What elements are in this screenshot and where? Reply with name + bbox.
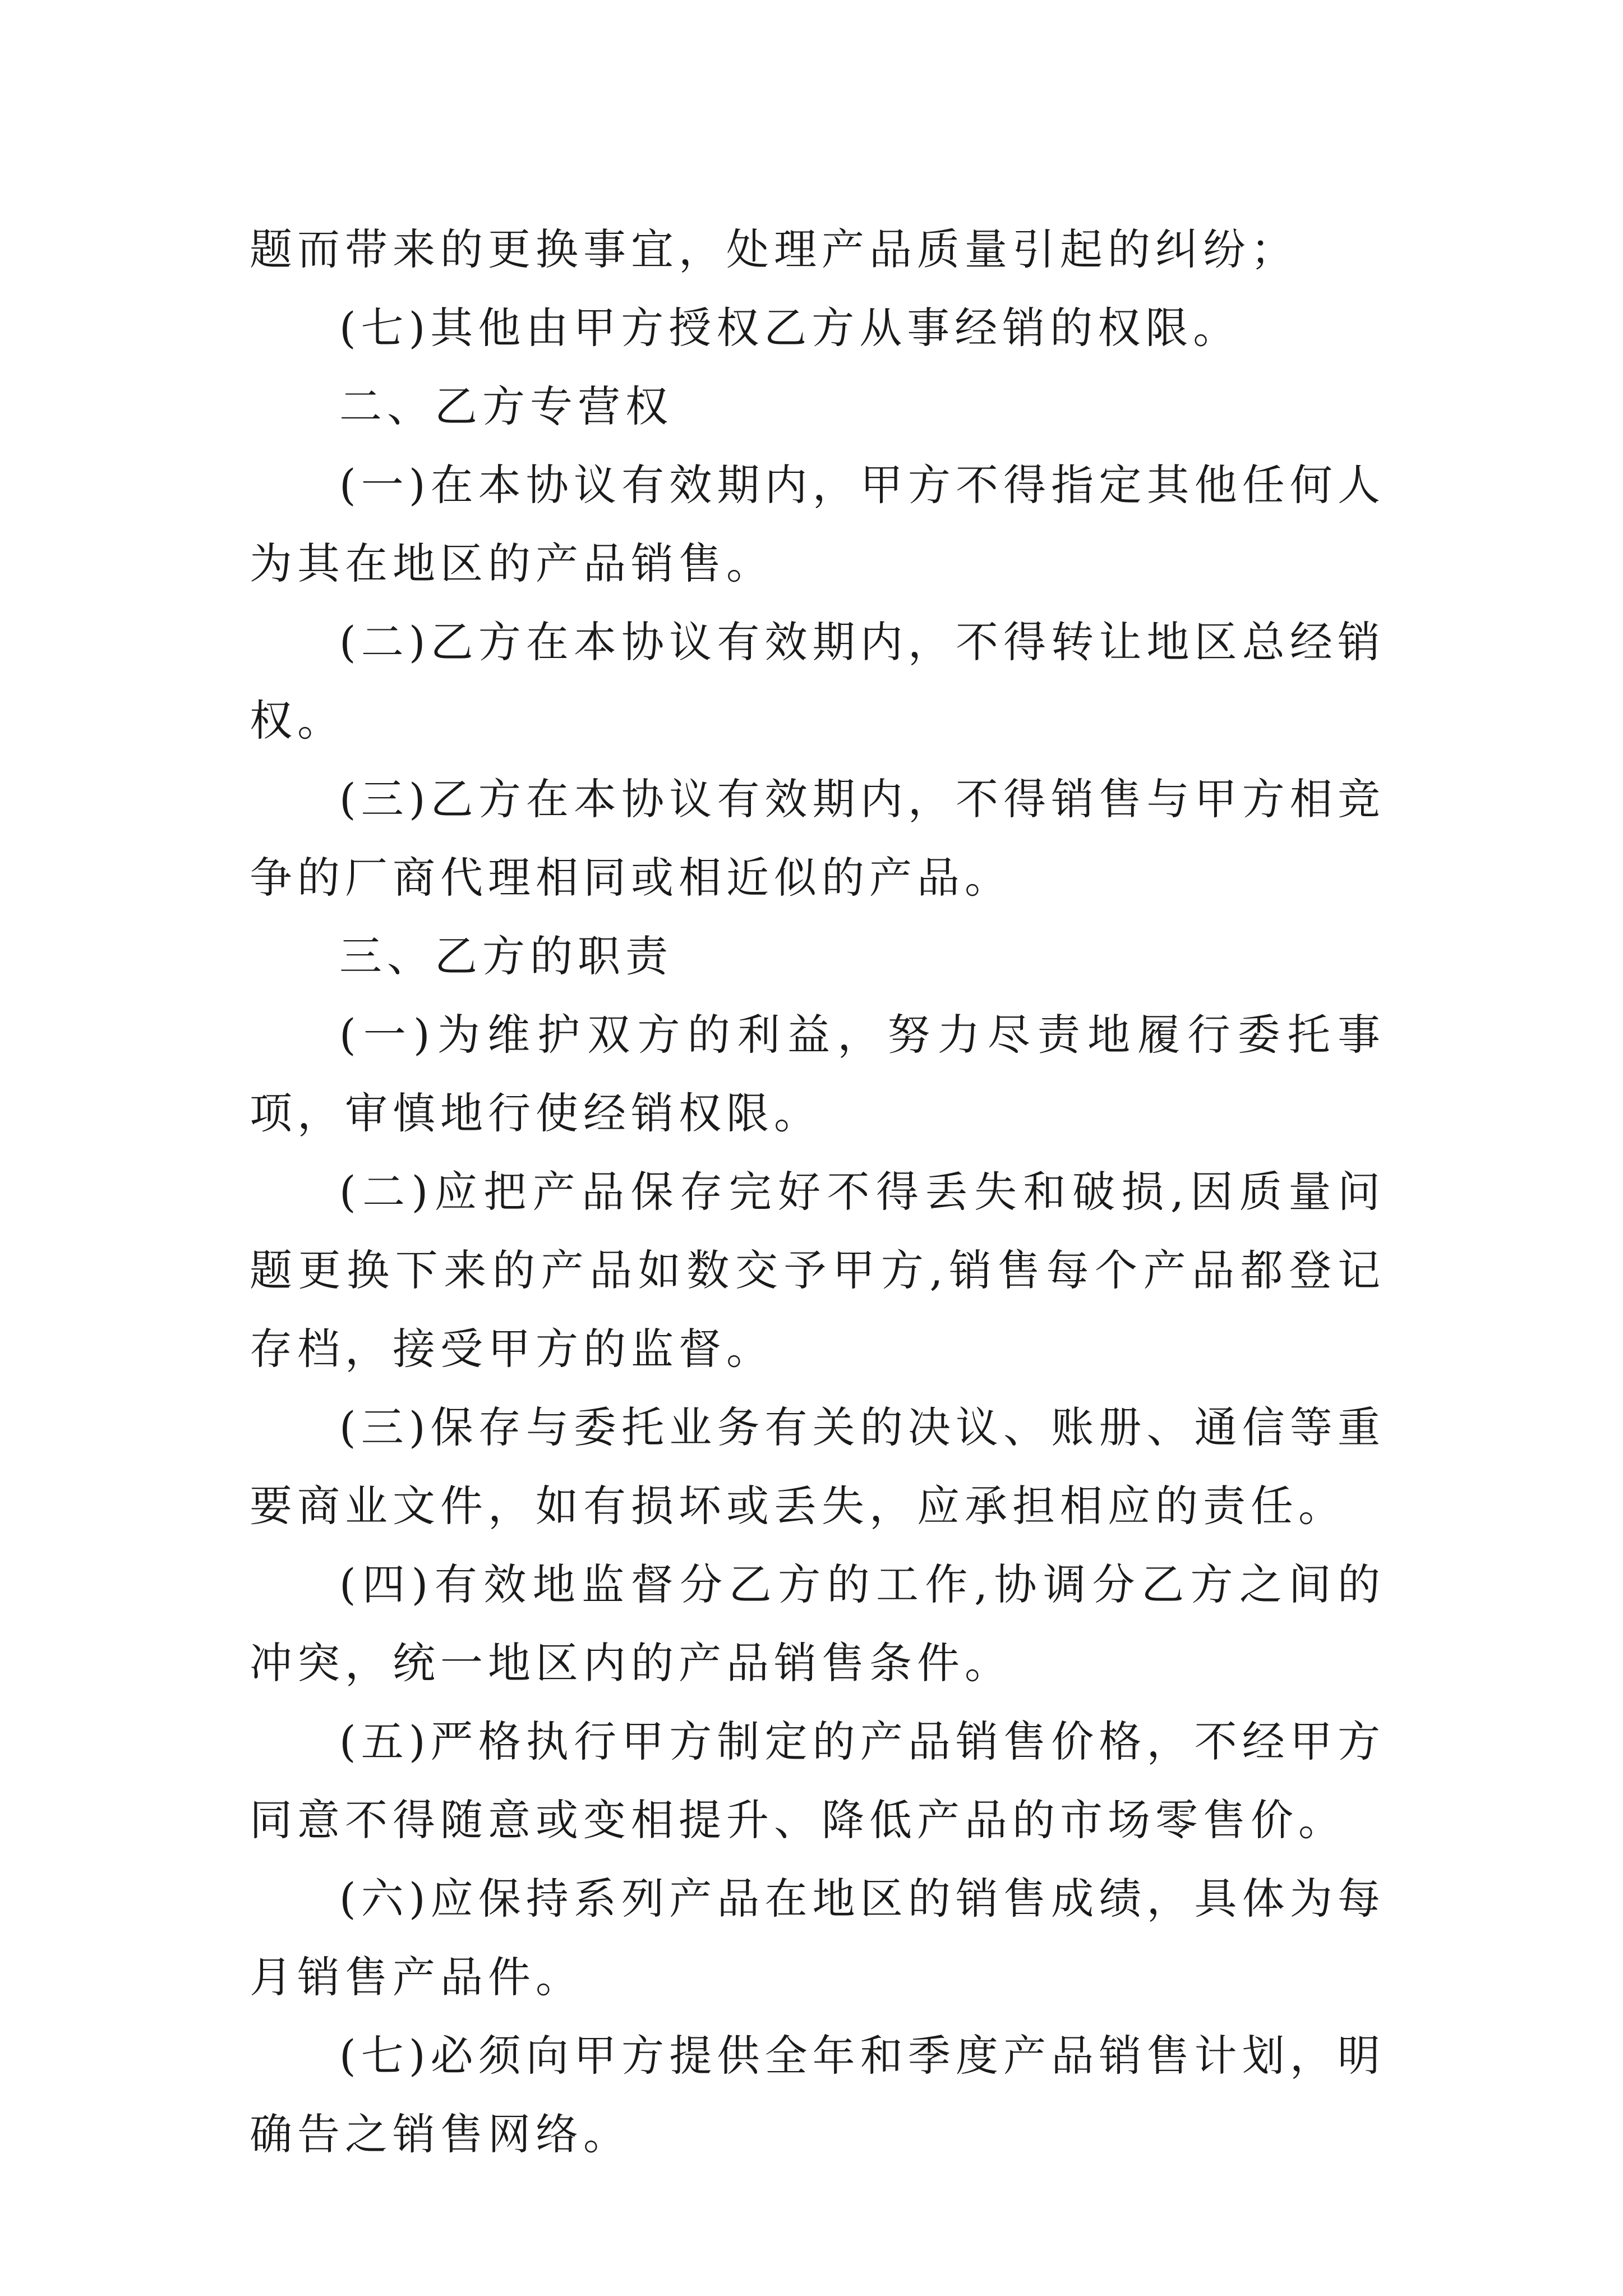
clause-3-6: (六)应保持系列产品在地区的销售成绩，具体为每月销售产品件。 [250,1874,1385,2002]
paragraph-continuation: 题而带来的更换事宜，处理产品质量引起的纠纷； [250,224,1298,274]
clause-2-2: (二)乙方在本协议有效期内，不得转让地区总经销权。 [250,617,1385,746]
document-body [250,210,1385,2174]
clause-3-5: (五)严格执行甲方制定的产品销售价格，不经甲方同意不得随意或变相提升、降低产品的市场零售价。 [250,1717,1385,1845]
clause-3-4: (四)有效地监督分乙方的工作,协调分乙方之间的冲突，统一地区内的产品销售条件。 [250,1559,1385,1688]
clause-3-2: (二)应把产品保存完好不得丢失和破损,因质量问题更换下来的产品如数交予甲方,销售每个产品都登记存档，接受甲方的监督。 [250,1167,1385,1374]
section-heading-2: 二、乙方专营权 [339,381,673,431]
section-heading-3: 三、乙方的职责 [339,931,673,981]
clause-2-1: (一)在本协议有效期内，甲方不得指定其他任何人为其在地区的产品销售。 [250,460,1385,588]
clause-3-3: (三)保存与委托业务有关的决议、账册、通信等重要商业文件，如有损坏或丢失，应承担相应的责任。 [250,1402,1385,1531]
clause-3-1: (一)为维护双方的利益，努力尽责地履行委托事项，审慎地行使经销权限。 [250,1010,1385,1138]
clause-3-7: (七)必须向甲方提供全年和季度产品销售计划，明确告之销售网络。 [250,2031,1385,2159]
clause-2-3: (三)乙方在本协议有效期内，不得销售与甲方相竞争的厂商代理相同或相近似的产品。 [250,774,1385,903]
clause-1-7: (七)其他由甲方授权乙方从事经销的权限。 [339,303,1241,353]
